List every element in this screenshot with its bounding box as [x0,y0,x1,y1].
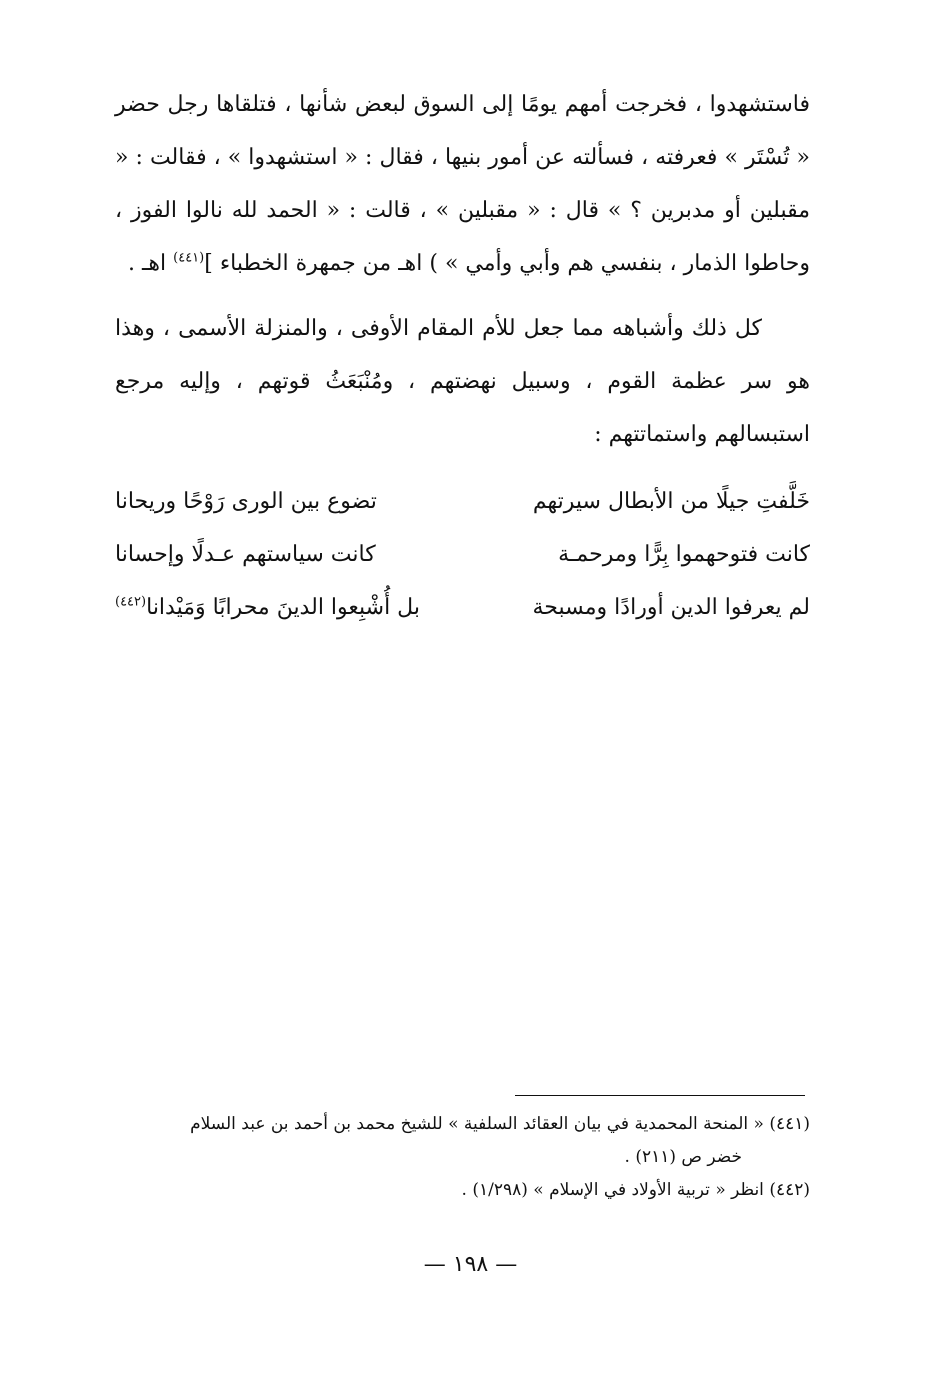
paragraph-1-tail: اهـ . [128,251,174,276]
footnote-text: « المنحة المحمدية في بيان العقائد السلفية » للشيخ محمد بن أحمد بن عبد السلام [190,1114,770,1134]
paragraph-1-text: فاستشهدوا ، فخرجت أمهم يومًا إلى السوق لبعض شأنها ، فتلقاها رجل حضر « تُسْتَر » فعرفته ، فسألته عن أمور بنيها ، فقال : « استشهدوا » ، فقالت : « مقبلين أو مدبرين ؟ » قال : « مقبلين » ، قالت : « الحمد لله نالوا الفوز ، وحاطوا الذمار ، بنفسي هم وأبي وأمي » ) اهـ من جمهرة الخطباء ] [115,92,810,276]
paragraph-1 [115,78,810,290]
footnote-ref-442: (٤٤٢) [115,594,147,610]
verse-second-text: بل أُشْبِعوا الدينَ محرابًا وَمَيْدانا [146,595,420,620]
verse-first-hemistich: لم يعرفوا الدين أورادًا ومسبحة [532,595,810,620]
footnote-442 [115,1174,810,1207]
verse-second-hemistich [115,581,460,634]
footnote-text: انظر « تربية الأولاد في الإسلام » (١/٢٩٨) . [461,1180,770,1200]
verse-second-hemistich [115,528,460,581]
verse-line [115,528,810,581]
footnote-continuation: خضر ص (٢١١) . [624,1147,742,1167]
paragraph-2-text: كل ذلك وأشباهه مما جعل للأم المقام الأوفى ، والمنزلة الأسمى ، وهذا هو سر عظمة القوم ، وسبيل نهضتهم ، ومُنْبَعَثُ قوتهم ، وإليه مرجع استبسالهم واستماتتهم : [115,316,810,447]
verse-line [115,475,810,528]
footnote-separator [515,1095,805,1096]
verse-first-hemistich: خَلَّفتِ جيلًا من الأبطال سيرتهم [532,489,810,514]
paragraph-2 [115,302,810,461]
verse-first-hemistich: كانت فتوحهموا بِرًّا ومرحمـة [558,542,810,567]
footnote-ref-441: (٤٤١) [173,250,205,266]
page-body [115,78,810,634]
verse-line [115,581,810,634]
footnote-number: (٤٤١) [769,1114,810,1134]
poem [115,475,810,634]
footnote-number: (٤٤٢) [769,1180,810,1200]
verse-second-text: تضوع بين الورى رَوْحًا وريحانا [115,489,377,514]
footnotes [115,1108,810,1207]
verse-second-text: كانت سياستهم عـدلًا وإحسانا [115,542,376,567]
footnote-441 [115,1108,810,1174]
verse-second-hemistich [115,475,460,528]
page-number: — ١٩٨ — [423,1252,518,1277]
